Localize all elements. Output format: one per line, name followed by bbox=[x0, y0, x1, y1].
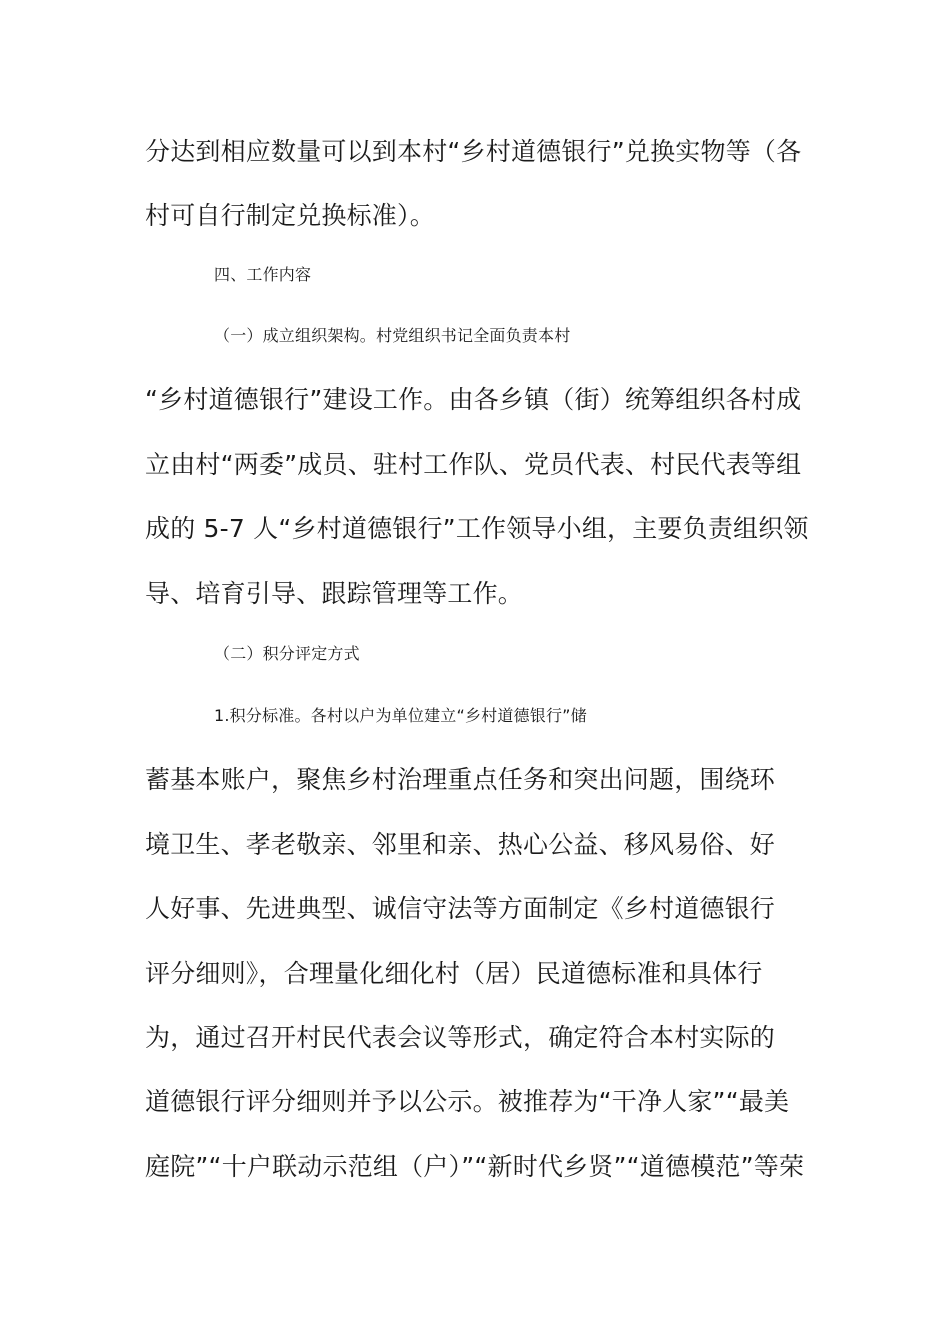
text-line: 分达到相应数量可以到本村“乡村道德银行”兑换实物等（各 bbox=[145, 137, 802, 166]
text-line: 1.积分标准。各村以户为单位建立“乡村道德银行”储 bbox=[214, 706, 587, 725]
text-line: “乡村道德银行”建设工作。由各乡镇（街）统筹组织各村成 bbox=[145, 385, 802, 414]
subsection-heading: （二）积分评定方式 bbox=[214, 644, 360, 663]
subsection-heading: （一）成立组织架构。村党组织书记全面负责本村 bbox=[214, 326, 571, 345]
text-line: 人好事、先进典型、诚信守法等方面制定《乡村道德银行 bbox=[145, 894, 776, 923]
text-line: 导、培育引导、跟踪管理等工作。 bbox=[145, 579, 524, 608]
text-line: 道德银行评分细则并予以公示。被推荐为“干净人家”“最美 bbox=[145, 1087, 790, 1116]
text-line: 为，通过召开村民代表会议等形式，确定符合本村实际的 bbox=[145, 1023, 776, 1052]
section-heading: 四、工作内容 bbox=[214, 265, 312, 284]
text-line: 成的 5-7 人“乡村道德银行”工作领导小组，主要负责组织领 bbox=[145, 514, 809, 543]
text-line: 立由村“两委”成员、驻村工作队、党员代表、村民代表等组 bbox=[145, 450, 802, 479]
text-line: 蓄基本账户，聚焦乡村治理重点任务和突出问题，围绕环 bbox=[145, 765, 776, 794]
text-line: 境卫生、孝老敬亲、邻里和亲、热心公益、移风易俗、好 bbox=[145, 830, 776, 859]
text-line: 村可自行制定兑换标准）。 bbox=[145, 201, 435, 230]
text-line: 庭院”“十户联动示范组（户）”“新时代乡贤”“道德模范”等荣 bbox=[145, 1152, 805, 1181]
text-line: 评分细则》，合理量化细化村（居）民道德标准和具体行 bbox=[145, 959, 763, 988]
